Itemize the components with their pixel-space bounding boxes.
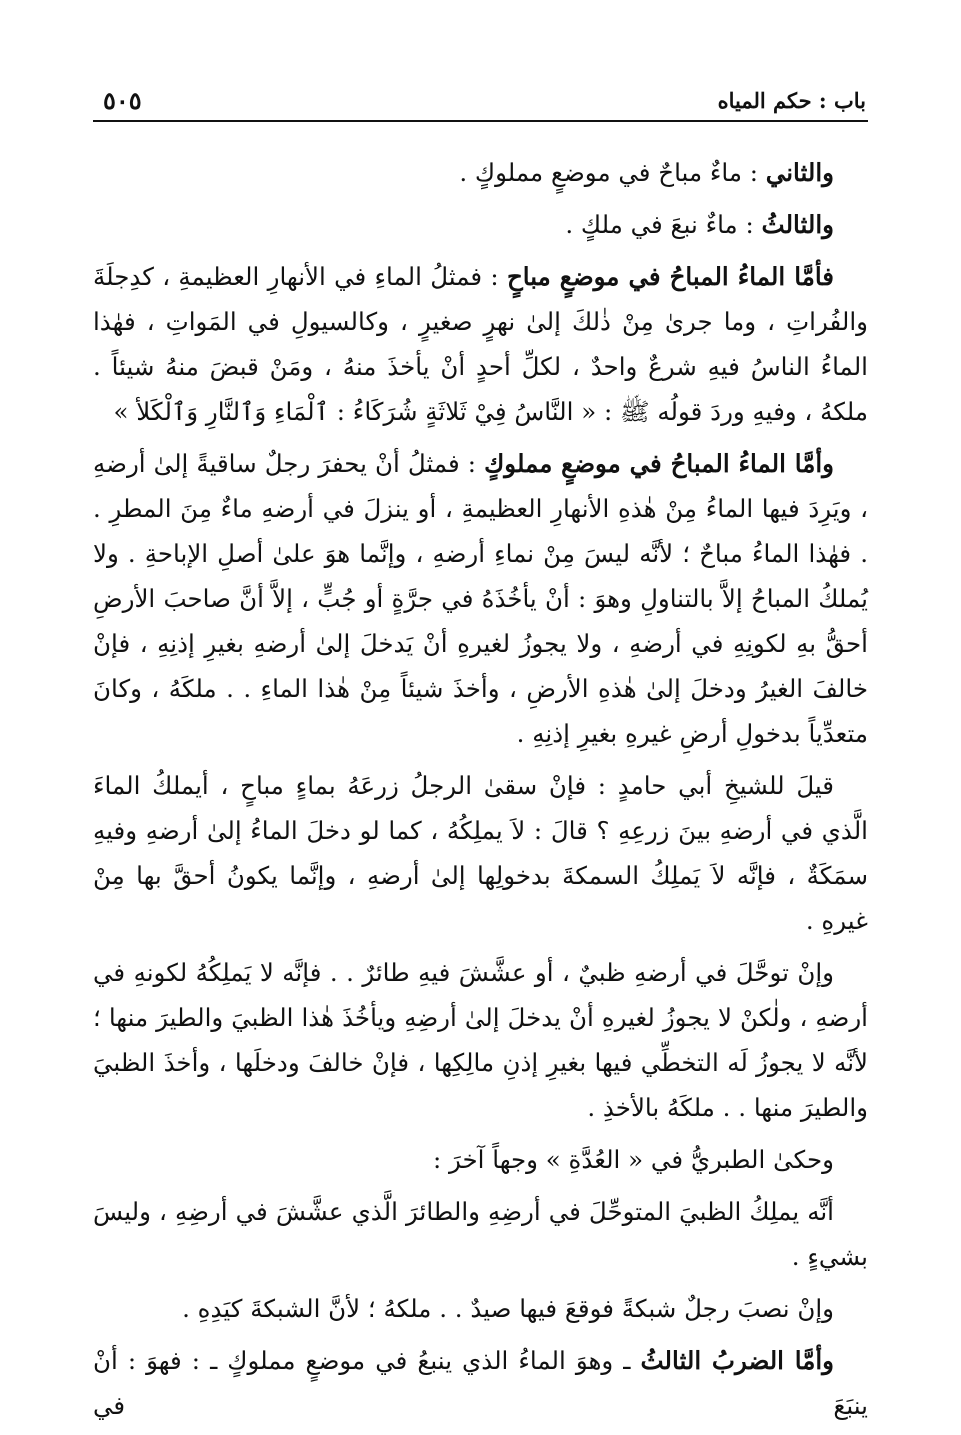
chapter-title: باب : حكم المياه <box>717 88 866 113</box>
paragraph-lead: والثاني <box>765 158 834 187</box>
paragraph-text: وحكىٰ الطبريُّ في « العُدَّةِ » وجهاً آخرَ : <box>432 1145 834 1174</box>
paragraph-lead: وأمَّا الماءُ المباحُ في موضعٍ مملوكٍ <box>484 449 834 478</box>
paragraph-text: وإنْ توحَّلَ في أرضهِ ظبيٌ ، أو عشَّشَ فيهِ طائرٌ . . فإنَّه لا يَملِكُهُ لكونهِ في أرضهِ ، ولٰكنْ لا يجوزُ لغيرهِ أنْ يدخلَ إلىٰ أرضِهِ ويأخُذَ هٰذا الظبيَ والطيرَ منها ؛ لأنَّه لا يجوزُ لَه التخطِّي فيها بغيرِ إذنِ مالِكِها ، فإنْ خالفَ ودخلَها ، وأخذَ الظبيَ والطيرَ منها . . ملكَهُ بالأخذِ . <box>93 958 868 1122</box>
paragraph-text: وإنْ نصبَ رجلٌ شبكةً فوقعَ فيها صيدٌ . . ملكهُ ؛ لأنَّ الشبكةَ كيَدِهِ . <box>182 1294 834 1323</box>
paragraph-lead: فأمَّا الماءُ المباحُ في موضعٍ مباحٍ <box>506 262 834 291</box>
paragraph-text: : فمثلُ أنْ يحفرَ رجلٌ ساقيةً إلىٰ أرضهِ ، ويَرِدَ فيها الماءُ مِنْ هٰذهِ الأنهارِ العظيمةِ ، أو ينزلَ في أرضهِ ماءٌ مِنَ المطرِ . . فهٰذا الماءُ مباحٌ ؛ لأنَّه ليسَ مِنْ نماءِ أرضهِ ، وإنَّما هوَ علىٰ أصلِ الإباحةِ . ولا يُملكُ المباحُ إلاَّ بالتناولِ وهوَ : أنْ يأخُذَهُ في جرَّةٍ أو جُبٍّ ، إلاَّ أنَّ صاحبَ الأرضِ أحقُّ بهِ لكونِهِ في أرضهِ ، ولا يجوزُ لغيرهِ أنْ يَدخلَ إلىٰ أرضهِ بغيرِ إذنِهِ ، فإنْ خالفَ الغيرُ ودخلَ إلىٰ هٰذهِ الأرضِ ، وأخذَ شيئاً مِنْ هٰذا الماءِ . . ملكَهُ ، وكانَ متعدِّياً بدخولِ أرضِ غيرهِ بغيرِ إذنِهِ . <box>93 449 868 748</box>
paragraph <box>93 441 868 756</box>
paragraph <box>93 202 868 247</box>
paragraph-text: أنَّه يملِكُ الظبيَ المتوحِّلَ في أرضِهِ والطائرَ الَّذي عشَّشَ في أرضِهِ ، وليسَ بشيءٍ . <box>93 1197 868 1271</box>
paragraph-text: : ماءٌ مباحٌ في موضعٍ مملوكٍ . <box>459 158 766 187</box>
paragraph <box>93 150 868 195</box>
paragraph <box>93 254 868 434</box>
main-text <box>93 150 868 1435</box>
paragraph <box>93 1189 868 1279</box>
paragraph <box>93 1338 868 1428</box>
paragraph <box>93 1286 868 1331</box>
page-number: ٥٠٥ <box>103 86 142 115</box>
paragraph <box>93 1137 868 1182</box>
paragraph <box>93 950 868 1130</box>
page-header <box>93 86 868 122</box>
paragraph-lead: وأمَّا الضربُ الثالثُ <box>640 1346 834 1375</box>
paragraph-text: : فمثلُ الماءِ في الأنهارِ العظيمةِ ، كدِجلَةَ والفُراتِ ، وما جرىٰ مِنْ ذٰلكَ إلىٰ نهرٍ صغيرٍ ، وكالسيولِ في المَواتِ ، فهٰذا الماءُ الناسُ فيهِ شرعٌ واحدٌ ، لكلِّ أحدٍ أنْ يأخذَ منهُ ، ومَنْ قبضَ منهُ شيئاً . ملكهُ ، وفيهِ وردَ قولُه ﷺ : « النَّاسُ فِيْ ثَلاثَةٍ شُرَكَاءُ : ٱلْمَاءِ وَٱلنَّارِ وَٱلْكَلأ » <box>93 262 868 426</box>
paragraph-text: ـ وهوَ الماءُ الذي ينبعُ في موضعٍ مملوكٍ ـ : فهوَ : أنْ ينبَعَ في <box>93 1346 868 1420</box>
paragraph-text: قيلَ للشيخِ أبي حامدٍ : فإنْ سقىٰ الرجلُ زرعَهُ بماءٍ مباحٍ ، أيملكُ الماءَ الَّذي في أرضهِ بينَ زرعِهِ ؟ قالَ : لاَ يملِكُهُ ، كما لو دخلَ الماءُ إلىٰ أرضهِ وفيهِ سمَكَةٌ ، فإنَّه لاَ يَملِكُ السمكةَ بدخولِها إلىٰ أرضهِ ، وإنَّما يكونُ أحقَّ بها مِنْ غيرهِ . <box>93 771 868 935</box>
paragraph <box>93 763 868 943</box>
paragraph-lead: والثالثُ <box>761 210 834 239</box>
paragraph-text: : ماءٌ نبعَ في ملكٍ . <box>565 210 762 239</box>
